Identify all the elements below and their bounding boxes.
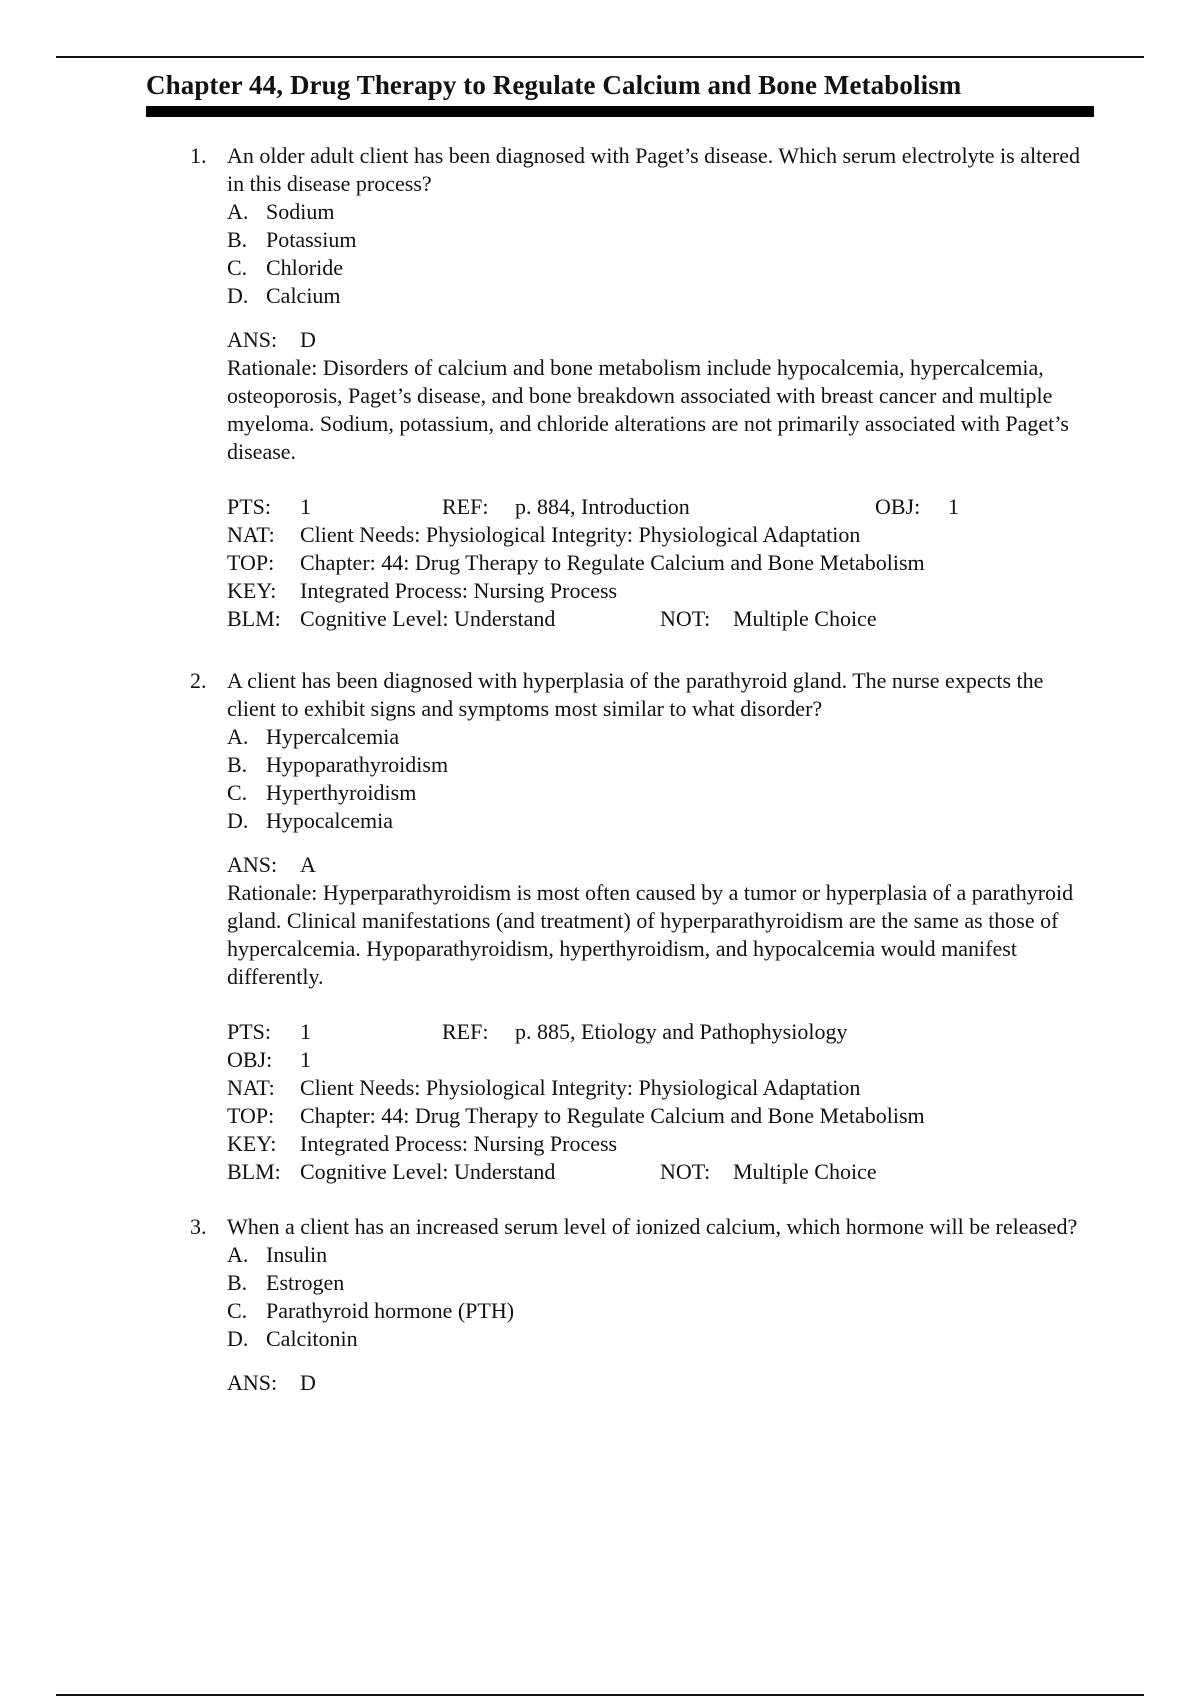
question-3 — [146, 1213, 1094, 1397]
ref-value: p. 885, Etiology and Pathophysiology — [515, 1019, 848, 1044]
answer-line — [227, 326, 1094, 354]
option-text: Calcitonin — [266, 1326, 358, 1351]
option-text: Calcium — [266, 283, 341, 308]
blm-label: BLM: — [227, 606, 281, 631]
key-row — [227, 577, 1094, 605]
pts-label: PTS: — [227, 1019, 272, 1044]
top-row — [227, 549, 1094, 577]
ref-block — [442, 493, 875, 521]
nat-label: NAT: — [227, 522, 275, 547]
question-list — [146, 142, 1094, 1397]
option-text: Estrogen — [266, 1270, 345, 1295]
obj-label: OBJ: — [227, 1047, 273, 1072]
top-value: Chapter: 44: Drug Therapy to Regulate Calcium and Bone Metabolism — [300, 1103, 925, 1128]
answer-line — [227, 851, 1094, 879]
obj-value: 1 — [948, 494, 959, 519]
ref-label: REF: — [442, 494, 489, 519]
option-letter: D. — [227, 283, 249, 308]
question-1 — [146, 142, 1094, 633]
key-label: KEY: — [227, 578, 277, 603]
question-number: 1. — [190, 143, 207, 168]
option-text: Hyperthyroidism — [266, 780, 417, 805]
key-value: Integrated Process: Nursing Process — [300, 1131, 618, 1156]
answer-line — [227, 1369, 1094, 1397]
ans-label: ANS: — [227, 852, 278, 877]
option-d — [227, 1325, 1094, 1353]
ans-label: ANS: — [227, 327, 278, 352]
pts-label: PTS: — [227, 494, 272, 519]
option-b — [227, 751, 1094, 779]
option-letter: A. — [227, 199, 249, 224]
obj-row — [227, 1046, 1094, 1074]
answer-options — [227, 1241, 1094, 1353]
answer-value: D — [300, 327, 316, 352]
answer-value: D — [300, 1370, 316, 1395]
title-underline-bar — [146, 106, 1094, 117]
top-label: TOP: — [227, 1103, 275, 1128]
nat-label: NAT: — [227, 1075, 275, 1100]
option-b — [227, 226, 1094, 254]
option-text: Parathyroid hormone (PTH) — [266, 1298, 515, 1323]
question-text: An older adult client has been diagnosed with Paget’s disease. Which serum electrolyte is altered in this disease process? — [227, 143, 1081, 196]
bottom-rule — [56, 1694, 1144, 1696]
not-value: Multiple Choice — [733, 606, 877, 631]
option-a — [227, 723, 1094, 751]
not-label: NOT: — [660, 606, 711, 631]
top-value: Chapter: 44: Drug Therapy to Regulate Calcium and Bone Metabolism — [300, 550, 925, 575]
nat-row — [227, 521, 1094, 549]
option-text: Potassium — [266, 227, 357, 252]
option-c — [227, 779, 1094, 807]
not-label: NOT: — [660, 1159, 711, 1184]
top-row — [227, 1102, 1094, 1130]
pts-value: 1 — [300, 494, 311, 519]
question-metadata — [227, 493, 1094, 633]
question-text: When a client has an increased serum level of ionized calcium, which hormone will be released? — [227, 1214, 1078, 1239]
key-value: Integrated Process: Nursing Process — [300, 578, 618, 603]
blm-value: Cognitive Level: Understand — [300, 1159, 556, 1184]
not-value: Multiple Choice — [733, 1159, 877, 1184]
option-a — [227, 198, 1094, 226]
pts-ref-obj-row — [227, 493, 1094, 521]
blm-value: Cognitive Level: Understand — [300, 606, 556, 631]
option-text: Chloride — [266, 255, 343, 280]
obj-label: OBJ: — [875, 494, 921, 519]
answer-value: A — [300, 852, 316, 877]
option-letter: D. — [227, 1326, 249, 1351]
option-letter: C. — [227, 780, 248, 805]
spacer — [146, 633, 1094, 667]
nat-value: Client Needs: Physiological Integrity: Physiological Adaptation — [300, 1075, 861, 1100]
option-d — [227, 807, 1094, 835]
question-number: 2. — [190, 668, 207, 693]
key-label: KEY: — [227, 1131, 277, 1156]
option-text: Insulin — [266, 1242, 328, 1267]
obj-block — [875, 493, 959, 521]
option-c — [227, 1297, 1094, 1325]
key-row — [227, 1130, 1094, 1158]
answer-options — [227, 723, 1094, 835]
option-b — [227, 1269, 1094, 1297]
option-letter: C. — [227, 255, 248, 280]
nat-value: Client Needs: Physiological Integrity: Physiological Adaptation — [300, 522, 861, 547]
obj-value: 1 — [300, 1047, 311, 1072]
pts-ref-row — [227, 1018, 1094, 1046]
ans-label: ANS: — [227, 1370, 278, 1395]
question-metadata — [227, 1018, 1094, 1186]
option-a — [227, 1241, 1094, 1269]
nat-row — [227, 1074, 1094, 1102]
ref-label: REF: — [442, 1019, 489, 1044]
rationale: Rationale: Disorders of calcium and bone metabolism include hypocalcemia, hypercalcemia, osteoporosis, Paget’s disease, and bone breakdown associated with breast cancer and multiple myeloma. Sodium, potassium, and chloride alterations are not primarily associated with Paget’s disease. — [227, 355, 1069, 464]
question-2 — [146, 667, 1094, 1186]
rationale: Rationale: Hyperparathyroidism is most often caused by a tumor or hyperplasia of a parathyroid gland. Clinical manifestations (and treatment) of hyperparathyroidism are the same as those of hypercalcemia. Hypoparathyroidism, hyperthyroidism, and hypocalcemia would manifest differently. — [227, 880, 1074, 989]
top-rule — [56, 56, 1144, 58]
option-text: Hypocalcemia — [266, 808, 394, 833]
ref-value: p. 884, Introduction — [515, 494, 690, 519]
option-letter: D. — [227, 808, 249, 833]
option-text: Sodium — [266, 199, 335, 224]
blm-not-row — [227, 605, 1094, 633]
answer-options — [227, 198, 1094, 310]
top-label: TOP: — [227, 550, 275, 575]
question-text: A client has been diagnosed with hyperplasia of the parathyroid gland. The nurse expects the client to exhibit signs and symptoms most similar to what disorder? — [227, 668, 1044, 721]
option-letter: B. — [227, 227, 248, 252]
option-letter: A. — [227, 724, 249, 749]
option-text: Hypoparathyroidism — [266, 752, 449, 777]
blm-label: BLM: — [227, 1159, 281, 1184]
option-c — [227, 254, 1094, 282]
option-letter: A. — [227, 1242, 249, 1267]
option-text: Hypercalcemia — [266, 724, 400, 749]
option-d — [227, 282, 1094, 310]
option-letter: B. — [227, 752, 248, 777]
option-letter: C. — [227, 1298, 248, 1323]
ref-block — [442, 1018, 847, 1046]
blm-not-row — [227, 1158, 1094, 1186]
spacer — [146, 1186, 1094, 1213]
page-title: Chapter 44, Drug Therapy to Regulate Calcium and Bone Metabolism — [146, 70, 962, 100]
option-letter: B. — [227, 1270, 248, 1295]
pts-value: 1 — [300, 1019, 311, 1044]
question-number: 3. — [190, 1214, 207, 1239]
